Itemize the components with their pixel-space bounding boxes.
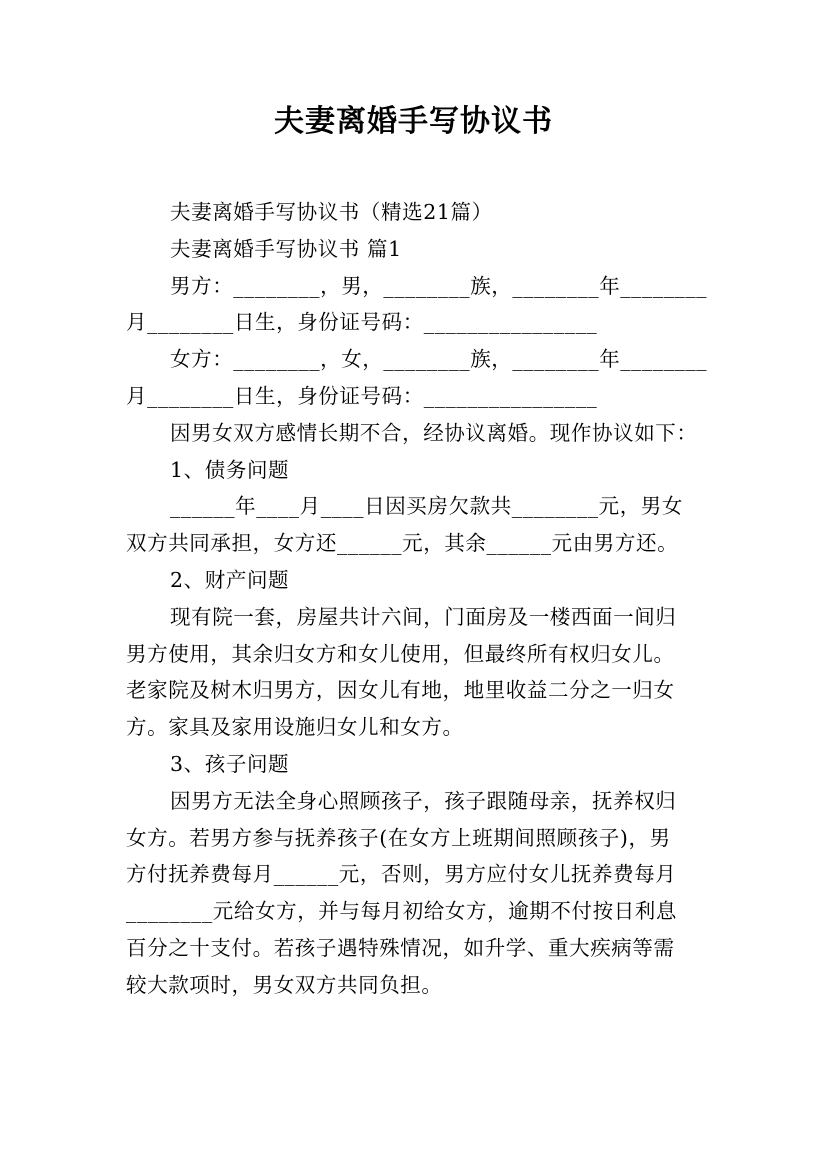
text-line: 男方：________，男，________族，________年________ (170, 273, 708, 298)
text-line: 2、财产问题 (170, 567, 290, 592)
text-line: ______年____月____日因买房欠款共________元，男女 (170, 494, 683, 519)
text-line: 较大款项时，男女双方共同负担。 (126, 972, 443, 997)
text-line: 夫妻离婚手写协议书 篇1 (170, 236, 402, 261)
text-line: 现有院一套，房屋共计六间，门面房及一楼西面一间归 (170, 604, 677, 629)
text-line: 3、孩子问题 (170, 751, 290, 776)
text-line: 1、债务问题 (170, 457, 290, 482)
text-line: 女方。若男方参与抚养孩子(在女方上班期间照顾孩子)，男 (126, 825, 671, 850)
text-line: 女方：________，女，________族，________年________ (170, 347, 708, 372)
text-line: 百分之十支付。若孩子遇特殊情况，如升学、重大疾病等需 (126, 935, 675, 960)
text-line: ________元给女方，并与每月初给女方，逾期不付按日利息 (126, 899, 677, 924)
document-body (126, 194, 716, 1004)
text-line: 男方使用，其余归女方和女儿使用，但最终所有权归女儿。 (126, 641, 675, 666)
text-line: 方付抚养费每月______元，否则，男方应付女儿抚养费每月 (126, 862, 677, 887)
text-line: 月________日生，身份证号码：________________ (126, 383, 598, 408)
text-line: 方。家具及家用设施归女儿和女方。 (126, 715, 464, 740)
text-line: 月________日生，身份证号码：________________ (126, 310, 598, 335)
text-line: 夫妻离婚手写协议书（精选21篇） (170, 200, 493, 224)
text-line: 因男方无法全身心照顾孩子，孩子跟随母亲，抚养权归 (170, 788, 677, 813)
text-line: 因男女双方感情长期不合，经协议离婚。现作协议如下： (170, 420, 698, 445)
document-title: 夫妻离婚手写协议书 (274, 104, 553, 139)
text-line: 老家院及树木归男方，因女儿有地，地里收益二分之一归女 (126, 678, 675, 703)
text-line: 双方共同承担，女方还______元，其余______元由男方还。 (126, 531, 679, 556)
